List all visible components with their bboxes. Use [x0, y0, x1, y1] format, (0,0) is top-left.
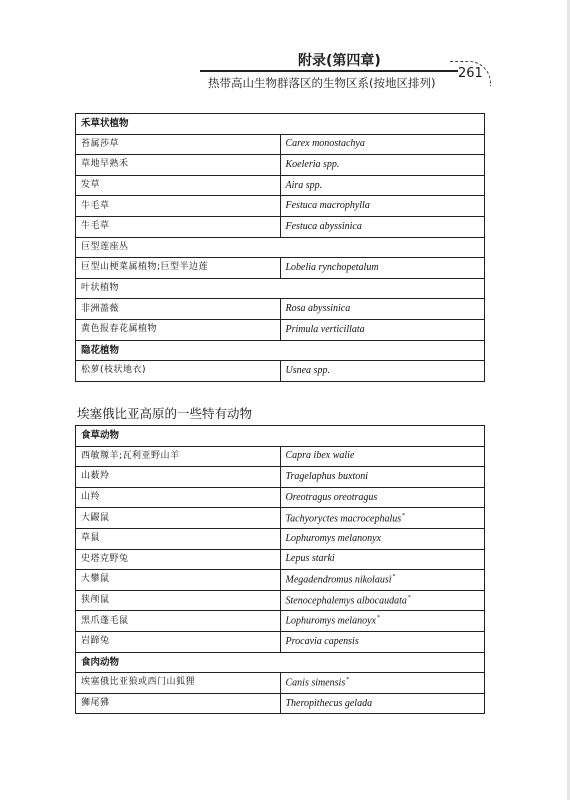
table-row — [76, 196, 485, 217]
table-row — [76, 446, 485, 467]
scientific-name-cell — [280, 673, 485, 694]
common-name-cell: 发草 — [76, 175, 281, 196]
table-row — [76, 631, 485, 652]
scientific-name-cell — [280, 196, 485, 217]
category-heading-row — [76, 340, 485, 361]
scientific-name-cell — [280, 611, 485, 632]
common-name-cell: 草地早熟禾 — [76, 155, 281, 176]
table-row — [76, 155, 485, 176]
running-subtitle: 热带高山生物群落区的生物区系(按地区排列) — [208, 76, 436, 90]
endemic-marker: * — [402, 512, 406, 519]
common-name-cell: 史塔克野兔 — [76, 549, 281, 570]
scientific-name: Primula verticillata — [285, 323, 365, 335]
scientific-name: Theropithecus gelada — [285, 697, 373, 709]
table-row — [76, 673, 485, 694]
common-name-cell: 狮尾狒 — [76, 693, 281, 714]
scientific-name: Usnea spp. — [285, 364, 330, 376]
scientific-name: Capra ibex walie — [285, 450, 355, 462]
category-heading: 隐花植物 — [76, 340, 485, 361]
table-row — [76, 175, 485, 196]
table-row — [76, 361, 485, 382]
common-name-cell: 大攀鼠 — [76, 570, 281, 591]
category-heading: 食草动物 — [76, 426, 485, 447]
scientific-name-cell — [280, 508, 485, 529]
common-name-cell: 山羚 — [76, 487, 281, 508]
common-name-cell: 巨型山梗菜属植物;巨型半边莲 — [76, 258, 281, 279]
common-name-cell: 岩蹄兔 — [76, 631, 281, 652]
category-heading: 食肉动物 — [76, 652, 485, 673]
common-name-cell: 山薮羚 — [76, 467, 281, 488]
table-row — [76, 258, 485, 279]
common-name-cell: 苔属莎草 — [76, 134, 281, 155]
scientific-name: Canis simensis — [285, 677, 346, 689]
scientific-name-cell — [280, 467, 485, 488]
scientific-name-cell — [280, 549, 485, 570]
scientific-name-cell — [280, 487, 485, 508]
table-row — [76, 611, 485, 632]
table-row — [76, 693, 485, 714]
endemic-marker: * — [407, 594, 411, 601]
scientific-name-cell — [280, 258, 485, 279]
scientific-name: Stenocephalemys albocaudata — [285, 595, 407, 607]
page-number: 261 — [458, 66, 483, 81]
common-name-cell: 牛毛草 — [76, 216, 281, 237]
table-row — [76, 319, 485, 340]
subcategory-row — [76, 278, 485, 299]
endemic-marker: * — [346, 677, 350, 684]
scientific-name: Tragelaphus buxtoni — [285, 470, 369, 482]
category-heading-row — [76, 426, 485, 447]
common-name-cell: 牛毛草 — [76, 196, 281, 217]
scientific-name-cell — [280, 155, 485, 176]
scientific-name: Lophuromys melanonyx — [285, 532, 381, 544]
scientific-name: Oreotragus oreotragus — [285, 491, 378, 503]
scientific-name-cell — [280, 361, 485, 382]
common-name-cell: 黑爪蓬毛鼠 — [76, 611, 281, 632]
table-row — [76, 299, 485, 320]
table-row — [76, 487, 485, 508]
scientific-name-cell — [280, 446, 485, 467]
common-name-cell: 松萝(枝状地衣) — [76, 361, 281, 382]
scientific-name: Lobelia rynchopetalum — [285, 261, 379, 273]
table-row — [76, 528, 485, 549]
scientific-name: Festuca abyssinica — [285, 220, 362, 232]
header-rule — [200, 70, 458, 72]
scientific-name-cell — [280, 631, 485, 652]
scientific-name: Carex monostachya — [285, 138, 365, 150]
endemic-marker: * — [392, 574, 396, 581]
common-name-cell: 草鼠 — [76, 528, 281, 549]
scientific-name-cell — [280, 693, 485, 714]
scientific-name-cell — [280, 590, 485, 611]
scientific-name: Festuca macrophylla — [285, 200, 370, 212]
endemic-marker: * — [376, 615, 380, 622]
scientific-name-cell — [280, 299, 485, 320]
common-name-cell: 黄色报春花属植物 — [76, 319, 281, 340]
common-name-cell: 非洲蔷薇 — [76, 299, 281, 320]
table-row — [76, 467, 485, 488]
plants-table — [75, 113, 485, 382]
scientific-name-cell — [280, 216, 485, 237]
scientific-name: Megadendromus nikolausi — [285, 574, 392, 586]
scientific-name: Rosa abyssinica — [285, 303, 351, 315]
subcategory-label: 巨型莲座丛 — [76, 237, 485, 258]
common-name-cell: 埃塞俄比亚狼或西门山狐狸 — [76, 673, 281, 694]
scientific-name: Koeleria spp. — [285, 158, 340, 170]
category-heading: 禾草状植物 — [76, 114, 485, 135]
common-name-cell: 狭颅鼠 — [76, 590, 281, 611]
subcategory-row — [76, 237, 485, 258]
table-row — [76, 508, 485, 529]
table-row — [76, 570, 485, 591]
scientific-name: Lophuromys melanoyx — [285, 615, 376, 627]
table-row — [76, 134, 485, 155]
animals-table — [75, 425, 485, 714]
scientific-name-cell — [280, 528, 485, 549]
common-name-cell: 西敏羱羊;瓦利亚野山羊 — [76, 446, 281, 467]
scientific-name-cell — [280, 570, 485, 591]
category-heading-row — [76, 114, 485, 135]
subcategory-label: 叶状植物 — [76, 278, 485, 299]
table-row — [76, 590, 485, 611]
chapter-title: 附录(第四章) — [298, 53, 381, 69]
table-row — [76, 549, 485, 570]
category-heading-row — [76, 652, 485, 673]
scientific-name-cell — [280, 319, 485, 340]
scientific-name-cell — [280, 134, 485, 155]
table-row — [76, 216, 485, 237]
running-header — [200, 50, 490, 100]
scientific-name: Aira spp. — [285, 179, 323, 191]
section-heading: 埃塞俄比亚高原的一些特有动物 — [77, 406, 253, 421]
scientific-name-cell — [280, 175, 485, 196]
common-name-cell: 大鼹鼠 — [76, 508, 281, 529]
scientific-name: Tachyoryctes macrocephalus — [285, 512, 402, 524]
scientific-name: Lepus starki — [285, 553, 335, 565]
scientific-name: Procavia capensis — [285, 635, 359, 647]
